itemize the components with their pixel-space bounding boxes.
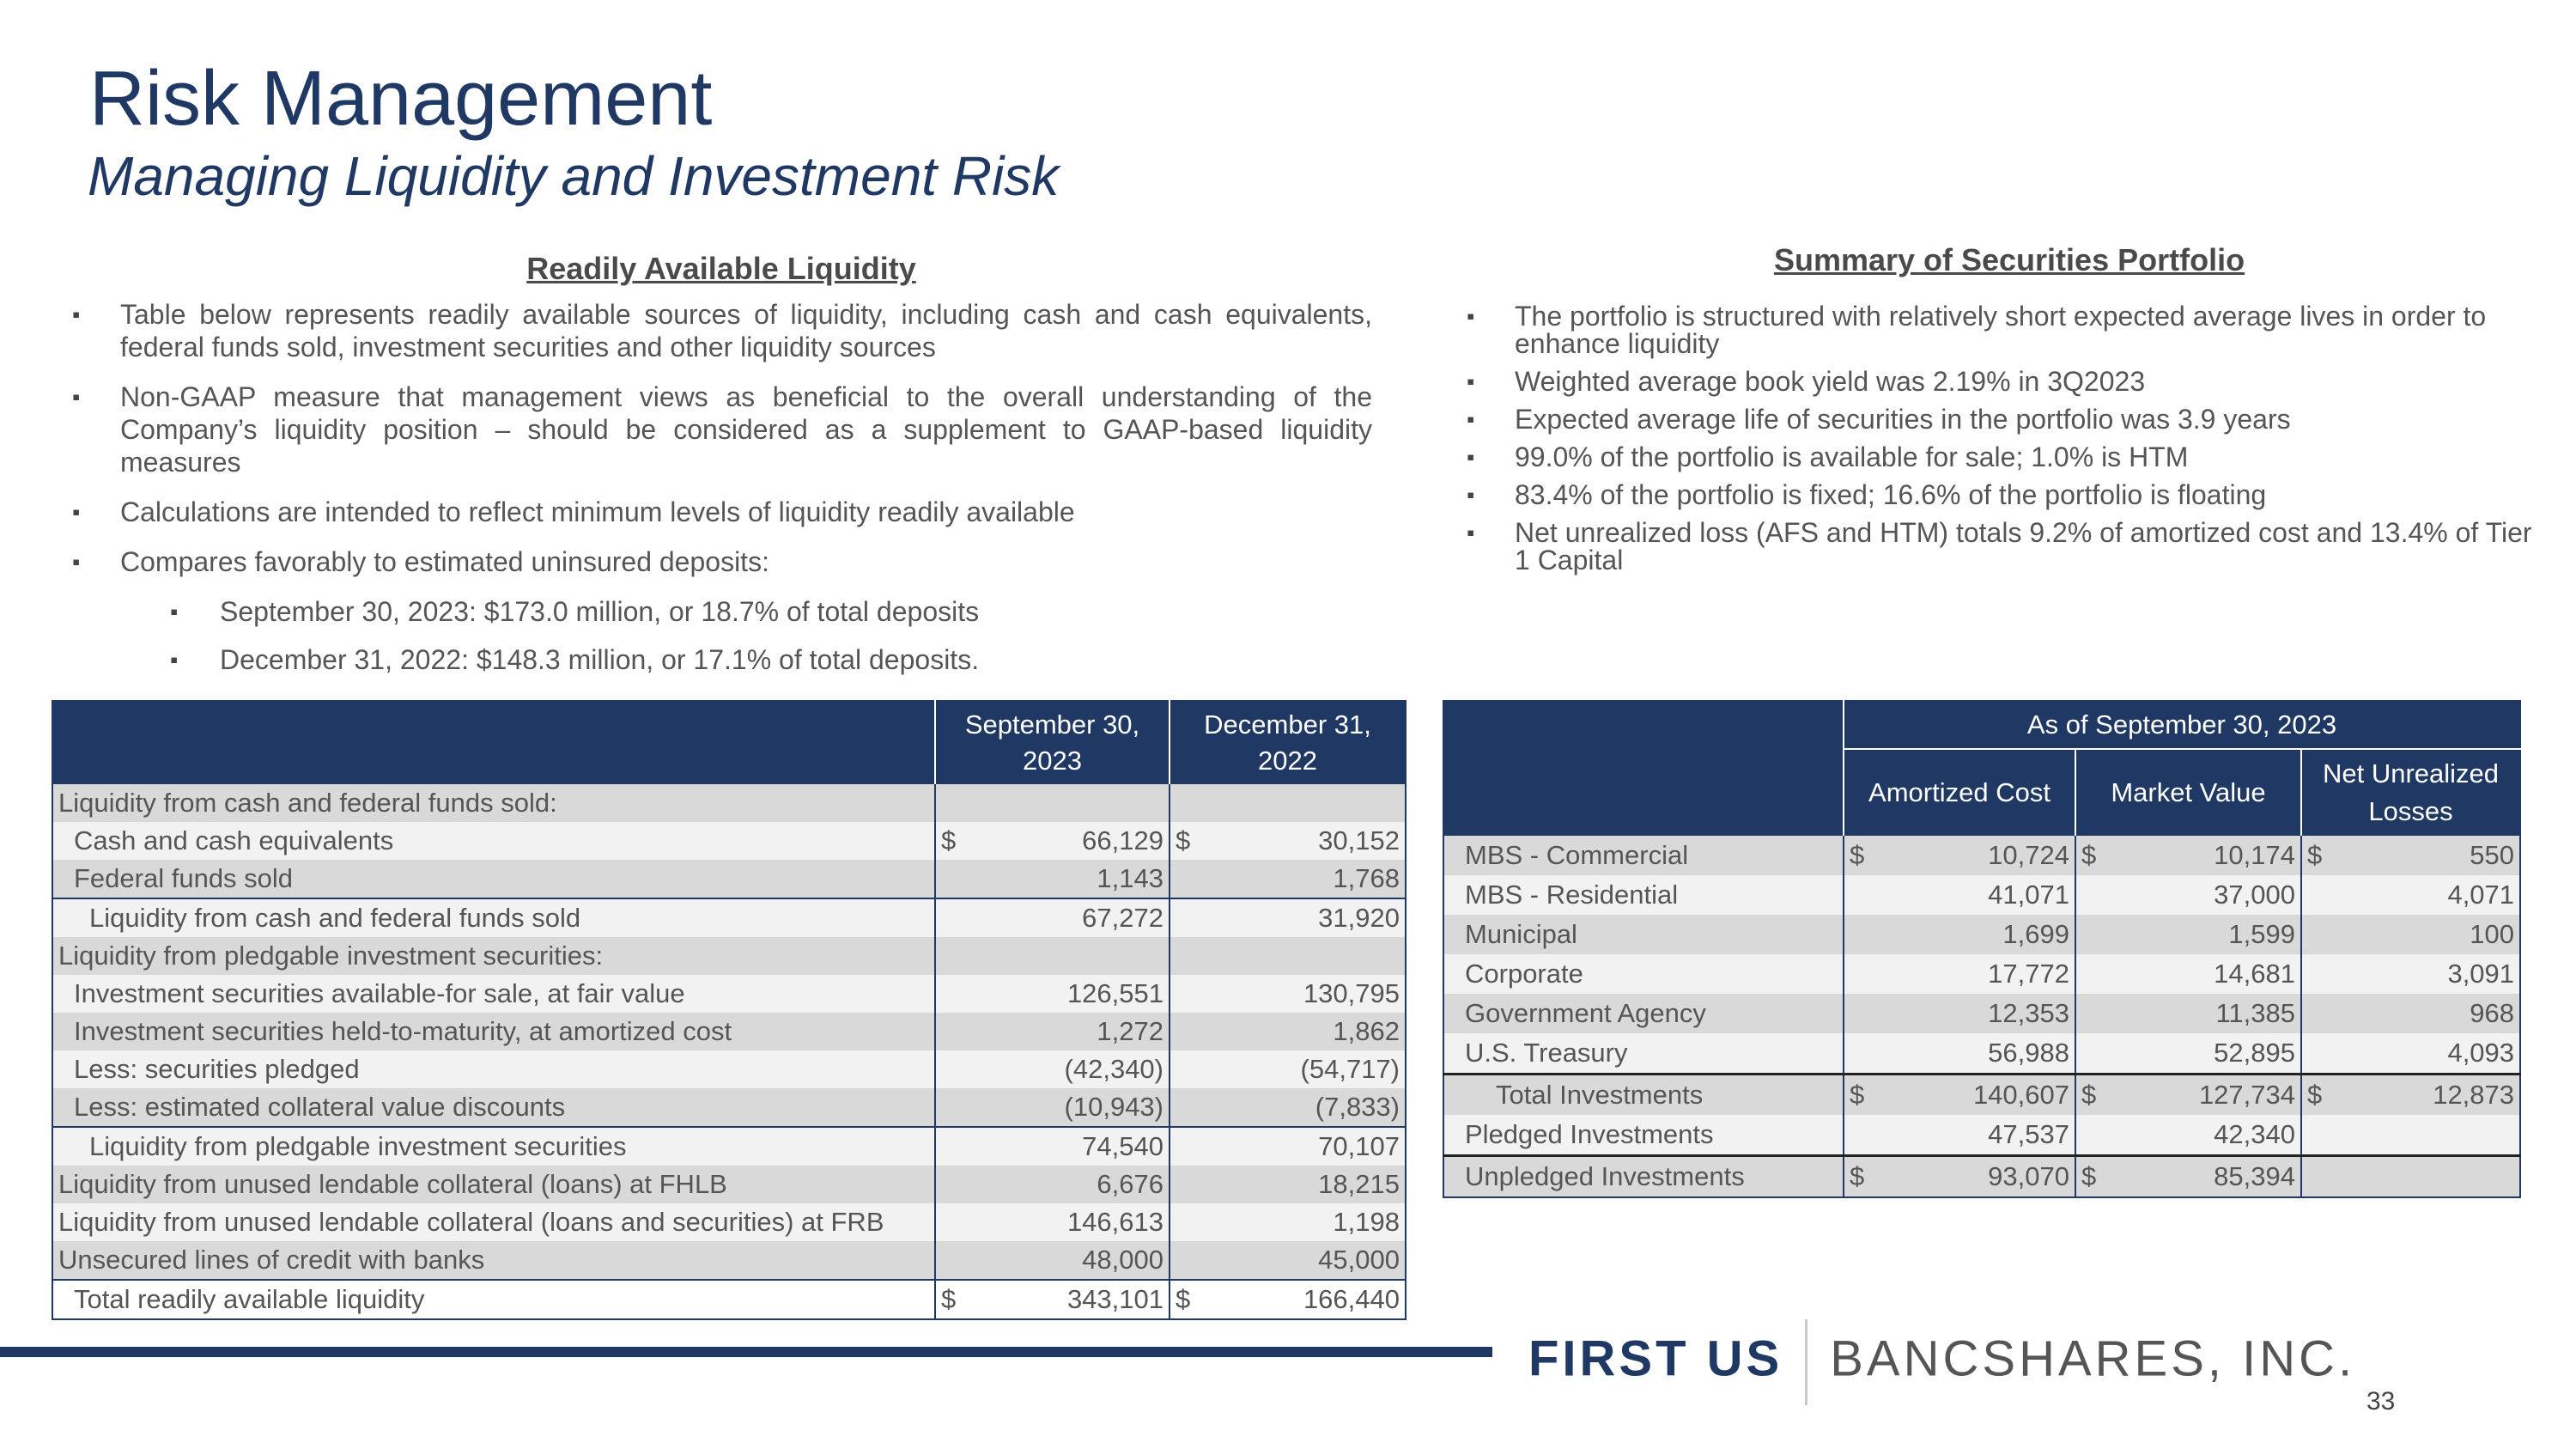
square-bullet-icon: ▪ — [72, 301, 81, 327]
currency-symbol — [935, 1241, 969, 1280]
value-cell: 41,071 — [1878, 875, 2075, 915]
value-cell — [2336, 1115, 2520, 1156]
currency-symbol — [935, 860, 969, 898]
value-cell: 166,440 — [1204, 1280, 1406, 1319]
currency-symbol — [2075, 915, 2110, 954]
currency-symbol — [1844, 954, 1878, 994]
logo-part-1: FIRST US — [1528, 1330, 1783, 1387]
table-row — [1443, 836, 2520, 875]
currency-symbol — [935, 1203, 969, 1241]
row-label: U.S. Treasury — [1443, 1033, 1844, 1075]
currency-symbol: $ — [1170, 1280, 1204, 1319]
value-cell: 85,394 — [2110, 1156, 2301, 1198]
currency-symbol — [935, 1166, 969, 1203]
bullet-item: ▪ Table below represents readily available sources of liquidity, including cash and cash equivalents, federal funds sold, investment securities and other liquidity sources — [72, 299, 1372, 362]
square-bullet-icon: ▪ — [72, 384, 81, 410]
value-cell: (7,833) — [1204, 1088, 1406, 1127]
liquidity-heading: Readily Available Liquidity — [526, 251, 916, 286]
currency-symbol — [2075, 1033, 2110, 1075]
currency-symbol: $ — [1844, 1156, 1878, 1198]
row-label: MBS - Residential — [1443, 875, 1844, 915]
row-label: Liquidity from cash and federal funds sold — [52, 898, 935, 937]
row-label: Unpledged Investments — [1443, 1156, 1844, 1198]
currency-symbol: $ — [2301, 1075, 2336, 1116]
currency-symbol — [935, 1127, 969, 1166]
row-label: Municipal — [1443, 915, 1844, 954]
value-cell: 140,607 — [1878, 1075, 2075, 1116]
table-row — [1443, 1115, 2520, 1156]
value-cell: 93,070 — [1878, 1156, 2075, 1198]
currency-symbol — [935, 1050, 969, 1088]
currency-symbol: $ — [935, 822, 969, 860]
value-cell: 1,143 — [969, 860, 1170, 898]
row-label: Federal funds sold — [52, 860, 935, 898]
value-cell: 12,353 — [1878, 994, 2075, 1033]
currency-symbol — [1170, 1127, 1204, 1166]
column-header: September 30, 2023 — [935, 701, 1170, 784]
value-cell: 100 — [2336, 915, 2520, 954]
currency-symbol — [1170, 784, 1204, 822]
column-header: Market Value — [2075, 749, 2301, 836]
currency-symbol — [2075, 994, 2110, 1033]
square-bullet-icon: ▪ — [170, 599, 179, 624]
row-label: Liquidity from unused lendable collateral (loans and securities) at FRB — [52, 1203, 935, 1241]
bullet-item: ▪ Expected average life of securities in the portfolio was 3.9 years — [1467, 404, 2291, 435]
value-cell: 74,540 — [969, 1127, 1170, 1166]
value-cell: 47,537 — [1878, 1115, 2075, 1156]
square-bullet-icon: ▪ — [1467, 368, 1475, 394]
currency-symbol — [935, 937, 969, 975]
table-row — [52, 898, 1406, 937]
currency-symbol — [1170, 937, 1204, 975]
row-label: Corporate — [1443, 954, 1844, 994]
value-cell: 48,000 — [969, 1241, 1170, 1280]
value-cell: 56,988 — [1878, 1033, 2075, 1075]
table-row — [52, 1050, 1406, 1088]
currency-symbol — [2301, 875, 2336, 915]
table-row — [1443, 954, 2520, 994]
square-bullet-icon: ▪ — [72, 499, 81, 525]
value-cell: 42,340 — [2110, 1115, 2301, 1156]
currency-symbol — [2301, 954, 2336, 994]
securities-bullet-list — [1467, 301, 2545, 584]
value-cell: 66,129 — [969, 822, 1170, 860]
square-bullet-icon: ▪ — [1467, 406, 1475, 432]
column-header: Net Unrealized Losses — [2301, 749, 2520, 836]
square-bullet-icon: ▪ — [1467, 482, 1475, 508]
table-row — [52, 1280, 1406, 1319]
row-label: Government Agency — [1443, 994, 1844, 1033]
currency-symbol: $ — [935, 1280, 969, 1319]
row-label: Total Investments — [1443, 1075, 1844, 1116]
currency-symbol: $ — [1844, 1075, 1878, 1116]
value-cell: 10,724 — [1878, 836, 2075, 875]
table-row — [1443, 1075, 2520, 1116]
table-row — [52, 975, 1406, 1013]
label-column-header — [52, 701, 935, 784]
value-cell: 12,873 — [2336, 1075, 2520, 1116]
value-cell — [1204, 937, 1406, 975]
currency-symbol — [935, 784, 969, 822]
value-cell: 10,174 — [2110, 836, 2301, 875]
table-row — [52, 1203, 1406, 1241]
bullet-item: ▪ Calculations are intended to reflect minimum levels of liquidity readily available — [72, 496, 1075, 527]
currency-symbol — [1844, 1115, 1878, 1156]
value-cell: 126,551 — [969, 975, 1170, 1013]
value-cell — [2336, 1156, 2520, 1198]
currency-symbol — [2301, 1156, 2336, 1198]
value-cell: 550 — [2336, 836, 2520, 875]
currency-symbol — [935, 975, 969, 1013]
table-row — [52, 860, 1406, 898]
row-label: Less: securities pledged — [52, 1050, 935, 1088]
value-cell: 146,613 — [969, 1203, 1170, 1241]
bullet-item: ▪ Non-GAAP measure that management views as beneficial to the overall understanding of the Company’s liquidity position – should be considered as a supplement to GAAP-based liquidity measures — [72, 381, 1372, 478]
currency-symbol: $ — [1844, 836, 1878, 875]
currency-symbol — [2301, 915, 2336, 954]
table-row — [52, 822, 1406, 860]
currency-symbol — [1170, 860, 1204, 898]
currency-symbol — [1170, 975, 1204, 1013]
securities-heading: Summary of Securities Portfolio — [1773, 242, 2245, 277]
square-bullet-icon: ▪ — [1467, 444, 1475, 470]
row-label: Liquidity from unused lendable collateral (loans) at FHLB — [52, 1166, 935, 1203]
value-cell: 1,198 — [1204, 1203, 1406, 1241]
value-cell: 14,681 — [2110, 954, 2301, 994]
value-cell: 1,599 — [2110, 915, 2301, 954]
currency-symbol — [935, 898, 969, 937]
value-cell: 37,000 — [2110, 875, 2301, 915]
currency-symbol — [1170, 1013, 1204, 1050]
currency-symbol — [1844, 915, 1878, 954]
value-cell: 30,152 — [1204, 822, 1406, 860]
table-row — [52, 784, 1406, 822]
securities-table — [1443, 700, 2521, 1198]
logo-divider — [1805, 1319, 1807, 1405]
table-header-row — [1443, 701, 2520, 749]
value-cell — [969, 784, 1170, 822]
securities-table-body — [1443, 836, 2520, 1197]
value-cell: 1,699 — [1878, 915, 2075, 954]
row-label: Pledged Investments — [1443, 1115, 1844, 1156]
currency-symbol: $ — [2075, 1075, 2110, 1116]
table-row — [52, 1127, 1406, 1166]
value-cell: (42,340) — [969, 1050, 1170, 1088]
logo-part-2: BANCSHARES, INC. — [1830, 1330, 2356, 1387]
table-row — [1443, 1156, 2520, 1198]
row-label: Investment securities held-to-maturity, at amortized cost — [52, 1013, 935, 1050]
table-row — [52, 937, 1406, 975]
company-logo — [1528, 1319, 2355, 1405]
bullet-item: ▪ The portfolio is structured with relatively short expected average lives in order to enhance liquidity — [1467, 301, 2487, 359]
currency-symbol — [1170, 1241, 1204, 1280]
row-label: Total readily available liquidity — [52, 1280, 935, 1319]
value-cell: 4,071 — [2336, 875, 2520, 915]
currency-symbol: $ — [1170, 822, 1204, 860]
currency-symbol — [1170, 1166, 1204, 1203]
row-label: Less: estimated collateral value discounts — [52, 1088, 935, 1127]
value-cell: (54,717) — [1204, 1050, 1406, 1088]
column-header: December 31, 2022 — [1170, 701, 1406, 784]
liquidity-bullet-list — [72, 298, 1372, 691]
row-label: Investment securities available-for sale, at fair value — [52, 975, 935, 1013]
page-title: Risk Management — [89, 56, 713, 142]
table-row — [1443, 1033, 2520, 1075]
currency-symbol — [1170, 898, 1204, 937]
footer-rule — [0, 1347, 1492, 1357]
currency-symbol — [2075, 954, 2110, 994]
value-cell: 3,091 — [2336, 954, 2520, 994]
value-cell — [1204, 784, 1406, 822]
value-cell: 968 — [2336, 994, 2520, 1033]
table-row — [1443, 875, 2520, 915]
currency-symbol — [935, 1013, 969, 1050]
value-cell: 45,000 — [1204, 1241, 1406, 1280]
currency-symbol — [2301, 994, 2336, 1033]
row-label: Unsecured lines of credit with banks — [52, 1241, 935, 1280]
table-row — [52, 1013, 1406, 1050]
value-cell: 1,272 — [969, 1013, 1170, 1050]
value-cell: 31,920 — [1204, 898, 1406, 937]
currency-symbol — [2075, 875, 2110, 915]
currency-symbol — [1170, 1203, 1204, 1241]
group-header: As of September 30, 2023 — [1844, 701, 2520, 749]
liquidity-table — [52, 700, 1406, 1320]
bullet-item: ▪ 83.4% of the portfolio is fixed; 16.6% of the portfolio is floating — [1467, 479, 2267, 510]
bullet-item: ▪ Compares favorably to estimated uninsured deposits: — [72, 546, 769, 577]
value-cell: 52,895 — [2110, 1033, 2301, 1075]
currency-symbol — [2301, 1033, 2336, 1075]
table-row — [52, 1241, 1406, 1280]
bullet-item: ▪ Weighted average book yield was 2.19% in 3Q2023 — [1467, 366, 2146, 397]
currency-symbol: $ — [2301, 836, 2336, 875]
value-cell: (10,943) — [969, 1088, 1170, 1127]
page-number: 33 — [2366, 1387, 2396, 1416]
table-header-row — [52, 701, 1406, 784]
currency-symbol — [1170, 1050, 1204, 1088]
currency-symbol: $ — [2075, 1156, 2110, 1198]
row-label: Liquidity from cash and federal funds sold: — [52, 784, 935, 822]
row-label: Liquidity from pledgable investment securities — [52, 1127, 935, 1166]
page-subtitle: Managing Liquidity and Investment Risk — [88, 145, 1060, 207]
value-cell: 17,772 — [1878, 954, 2075, 994]
value-cell: 6,676 — [969, 1166, 1170, 1203]
row-label: Cash and cash equivalents — [52, 822, 935, 860]
currency-symbol — [1844, 875, 1878, 915]
currency-symbol — [935, 1088, 969, 1127]
value-cell: 1,862 — [1204, 1013, 1406, 1050]
currency-symbol — [2075, 1115, 2110, 1156]
label-column-header — [1443, 701, 1844, 836]
table-row — [1443, 994, 2520, 1033]
square-bullet-icon: ▪ — [1467, 303, 1475, 329]
value-cell: 70,107 — [1204, 1127, 1406, 1166]
currency-symbol — [1844, 994, 1878, 1033]
column-header: Amortized Cost — [1844, 749, 2075, 836]
bullet-item: ▪ 99.0% of the portfolio is available for sale; 1.0% is HTM — [1467, 441, 2189, 472]
currency-symbol: $ — [2075, 836, 2110, 875]
square-bullet-icon: ▪ — [72, 549, 81, 575]
currency-symbol — [1844, 1033, 1878, 1075]
square-bullet-icon: ▪ — [1467, 520, 1475, 545]
value-cell: 130,795 — [1204, 975, 1406, 1013]
bullet-item: ▪ Net unrealized loss (AFS and HTM) totals 9.2% of amortized cost and 13.4% of Tier 1 Capital — [1467, 517, 2532, 575]
currency-symbol — [2301, 1115, 2336, 1156]
value-cell: 4,093 — [2336, 1033, 2520, 1075]
value-cell: 1,768 — [1204, 860, 1406, 898]
row-label: MBS - Commercial — [1443, 836, 1844, 875]
row-label: Liquidity from pledgable investment securities: — [52, 937, 935, 975]
square-bullet-icon: ▪ — [170, 647, 179, 673]
sub-bullet-item: ▪ December 31, 2022: $148.3 million, or 17.1% of total deposits. — [170, 644, 980, 675]
value-cell: 18,215 — [1204, 1166, 1406, 1203]
value-cell: 11,385 — [2110, 994, 2301, 1033]
sub-bullet-item: ▪ September 30, 2023: $173.0 million, or 18.7% of total deposits — [170, 596, 980, 627]
table-row — [52, 1166, 1406, 1203]
currency-symbol — [1170, 1088, 1204, 1127]
value-cell: 127,734 — [2110, 1075, 2301, 1116]
table-row — [52, 1088, 1406, 1127]
value-cell — [969, 937, 1170, 975]
value-cell: 67,272 — [969, 898, 1170, 937]
value-cell: 343,101 — [969, 1280, 1170, 1319]
liquidity-table-body — [52, 784, 1406, 1319]
table-row — [1443, 915, 2520, 954]
